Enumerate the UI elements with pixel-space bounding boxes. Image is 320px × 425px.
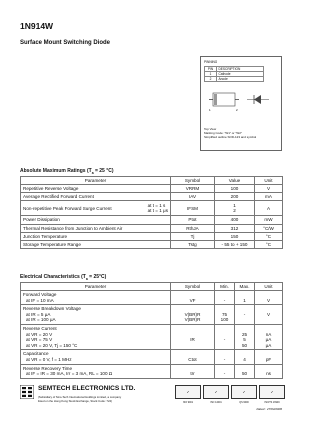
unit-cell: mW	[255, 216, 283, 224]
unit-cell	[255, 350, 283, 364]
min-cell	[215, 364, 235, 378]
col-header-max: Max.	[235, 283, 255, 291]
abs-max-table	[20, 176, 283, 249]
note-line: Simplified outline SOD-123 and symbol	[204, 135, 257, 139]
pin-number: 2	[205, 77, 217, 82]
col-header-symbol: Symbol	[171, 283, 215, 291]
max-cell	[235, 324, 255, 349]
max-text: 1	[243, 297, 246, 303]
unit-cell	[255, 291, 283, 305]
title-subscript: a	[91, 171, 94, 175]
symbol-cell: IAV	[171, 193, 215, 201]
symbol-cell: VRRM	[171, 185, 215, 193]
parameter-text: at VR = 20 V, Tj = 150 °C	[26, 342, 78, 348]
min-cell	[215, 350, 235, 364]
pin-description: Cathode	[217, 72, 264, 77]
max-cell	[235, 350, 255, 364]
title-text-end: = 25 °C)	[93, 168, 114, 174]
unit-cell: °C/W	[255, 224, 283, 232]
symbol-cell: RthJA	[171, 224, 215, 232]
unit-cell	[255, 305, 283, 325]
max-cell	[235, 364, 255, 378]
certification-logos	[175, 385, 285, 401]
parameter-text: Non-repetitive Peak Forward Surge Current	[23, 205, 112, 211]
part-number: 1N914W	[20, 21, 54, 31]
condition-text: at t = 1 s	[147, 202, 166, 208]
symbol-cell: IFSM	[171, 201, 215, 216]
parameter-cell: Junction Temperature	[21, 232, 171, 240]
max-cell	[235, 291, 255, 305]
unit-cell: V	[255, 185, 283, 193]
unit-cell	[255, 324, 283, 349]
symbol-text: trr	[190, 371, 195, 377]
parameter-text: Reverse Current	[23, 325, 57, 331]
col-header-min: Min.	[215, 283, 235, 291]
value-cell: 100	[215, 185, 255, 193]
col-header-value: Value	[215, 177, 255, 185]
symbol-text: V(BR)R	[184, 317, 201, 323]
unit-cell: °C	[255, 232, 283, 240]
unit-cell: mA	[255, 193, 283, 201]
title-text: Absolute Maximum Ratings (T	[20, 168, 92, 174]
col-header-unit: Unit	[255, 177, 283, 185]
subsidiary-note	[38, 396, 158, 403]
max-text: 25	[241, 331, 248, 337]
unit-cell	[255, 364, 283, 378]
col-header-unit: Unit	[255, 283, 283, 291]
value-cell: 312	[215, 224, 255, 232]
unit-text	[257, 317, 280, 323]
col-header-parameter: Parameter	[21, 177, 171, 185]
parameter-cell: Repetitive Reverse Voltage	[21, 185, 171, 193]
parameter-text: Reverse Recovery Time	[23, 365, 73, 371]
unit-text: μA	[265, 337, 272, 343]
pin-col-header: PIN	[205, 67, 217, 72]
electrical-table	[20, 282, 283, 379]
symbol-cell: Tstg	[171, 240, 215, 248]
symbol-text: VF	[189, 297, 196, 303]
abs-max-title	[20, 168, 114, 175]
col-header-symbol: Symbol	[171, 177, 215, 185]
parameter-cell: Storage Temperature Range	[21, 240, 171, 248]
table-row	[21, 232, 283, 240]
note-line: Marking Code: "W1" or "W2"	[204, 131, 242, 135]
value-cell: 200	[215, 193, 255, 201]
title-text: Electrical Characteristics (T	[20, 274, 86, 280]
cert-label: QS 9000	[239, 401, 249, 404]
pinning-heading: PINNING	[204, 60, 218, 64]
unit-text: pF	[265, 356, 272, 362]
table-row	[21, 350, 283, 364]
parameter-cell: Thermal Resistance from Junction to Ambient Air	[21, 224, 171, 232]
pinning-table	[204, 66, 264, 82]
cert-badge: ✓	[175, 385, 201, 399]
parameter-text: at VR = 20 V	[26, 331, 53, 337]
table-row	[21, 364, 283, 378]
min-text: -	[223, 356, 226, 362]
subtitle: Surface Mount Switching Diode	[20, 40, 111, 46]
table-row	[21, 216, 283, 224]
max-text: -	[243, 311, 246, 317]
unit-cell: °C	[255, 240, 283, 248]
parameter-text: at IR = 5 μA	[26, 311, 51, 317]
parameter-cell	[21, 350, 171, 364]
cert-labels	[175, 401, 285, 404]
min-text: 75	[221, 311, 228, 317]
min-text: -	[223, 297, 226, 303]
parameter-text: Forward Voltage	[23, 292, 57, 297]
symbol-cell	[171, 350, 215, 364]
parameter-cell	[21, 364, 171, 378]
table-row	[21, 291, 283, 305]
max-text	[237, 317, 252, 323]
parameter-text: Capacitance	[23, 351, 49, 357]
pinning-notes	[204, 127, 256, 139]
cert-badge: ✓	[203, 385, 229, 399]
min-text: -	[223, 371, 226, 377]
value-text: 2	[233, 208, 236, 214]
symbol-text: IR	[190, 337, 195, 343]
parameter-cell	[21, 291, 171, 305]
unit-text: ns	[266, 371, 271, 377]
value-cell: 400	[215, 216, 255, 224]
value-cell: - 55 to + 150	[215, 240, 255, 248]
svg-text:2: 2	[236, 108, 238, 112]
max-cell	[235, 305, 255, 325]
max-text: 50	[241, 371, 248, 377]
max-text: 4	[243, 356, 246, 362]
footer	[20, 385, 282, 415]
symbol-cell: Ptot	[171, 216, 215, 224]
cert-badge: ✓	[259, 385, 285, 399]
parameter-cell: Power Dissipation	[21, 216, 171, 224]
min-text: -	[223, 337, 226, 343]
min-text: 100	[220, 317, 229, 323]
parameter-cell: Average Rectified Forward Current	[21, 193, 171, 201]
parameter-text: at IF = 10 mA	[26, 297, 54, 303]
electrical-title	[20, 274, 106, 281]
unit-text: nA	[265, 331, 272, 337]
value-cell	[215, 201, 255, 216]
symbol-text: Ctot	[188, 356, 197, 362]
min-cell	[215, 324, 235, 349]
cert-label: ISO 14001	[210, 401, 222, 404]
parameter-cell	[21, 201, 171, 216]
parameter-text: at VR = 0 V, f = 1 MHz	[26, 356, 72, 362]
pinning-box	[200, 56, 282, 151]
dated-text: Dated : 27/04/2006	[256, 407, 282, 411]
cert-label: ISO/TS 16949	[264, 401, 280, 404]
unit-text: V	[266, 311, 271, 317]
symbol-cell	[171, 324, 215, 349]
parameter-text: at IF = IR = 30 mA, Irr = 3 mA, RL = 100 Ω	[26, 371, 113, 377]
symbol-cell	[171, 291, 215, 305]
title-subscript: a	[85, 277, 88, 281]
table-row	[21, 240, 283, 248]
company-name: SEMTECH ELECTRONICS LTD.	[38, 385, 136, 392]
table-row	[21, 324, 283, 349]
desc-col-header: DESCRIPTION	[217, 67, 264, 72]
parameter-cell	[21, 324, 171, 349]
table-row	[21, 201, 283, 216]
package-outline-diagram	[209, 87, 271, 123]
value-text: 1	[233, 202, 236, 208]
pin-number: 1	[205, 72, 217, 77]
unit-cell: A	[255, 201, 283, 216]
min-cell	[215, 291, 235, 305]
parameter-text: Reverse Breakdown Voltage	[23, 306, 81, 312]
table-row	[21, 224, 283, 232]
electrical-table-body	[21, 291, 283, 379]
unit-text: V	[266, 297, 271, 303]
parameter-text: at IR = 100 μA	[26, 317, 56, 323]
condition-text: at t = 1 μs	[147, 208, 168, 214]
value-cell: 150	[215, 232, 255, 240]
max-text: 50	[241, 342, 248, 348]
max-text: 5	[243, 337, 246, 343]
semtech-logo-icon	[20, 385, 34, 399]
parameter-cell	[21, 305, 171, 325]
note-line: (Subsidiary of Sino-Tech International Holdings Limited, a company	[38, 395, 122, 399]
cert-label: ISO 9001	[182, 401, 194, 404]
svg-text:1: 1	[209, 108, 211, 112]
note-line: Top View	[204, 127, 217, 131]
note-line: listed on the Hong Kong Stock Exchange, Stock Code: 724)	[38, 398, 113, 403]
symbol-text: V(BR)R	[184, 311, 201, 317]
unit-text: μA	[265, 342, 272, 348]
symbol-cell: Tj	[171, 232, 215, 240]
min-text	[217, 343, 232, 349]
symbol-text	[173, 343, 212, 349]
parameter-text: at VR = 75 V	[26, 337, 53, 343]
cert-badge: ✓	[231, 385, 257, 399]
table-row	[21, 305, 283, 325]
symbol-cell	[171, 305, 215, 325]
table-row	[21, 193, 283, 201]
title-text-end: = 25°C)	[87, 274, 107, 280]
pin-description: Anode	[217, 77, 264, 82]
table-row	[21, 185, 283, 193]
col-header-parameter: Parameter	[21, 283, 171, 291]
min-cell	[215, 305, 235, 325]
symbol-cell	[171, 364, 215, 378]
